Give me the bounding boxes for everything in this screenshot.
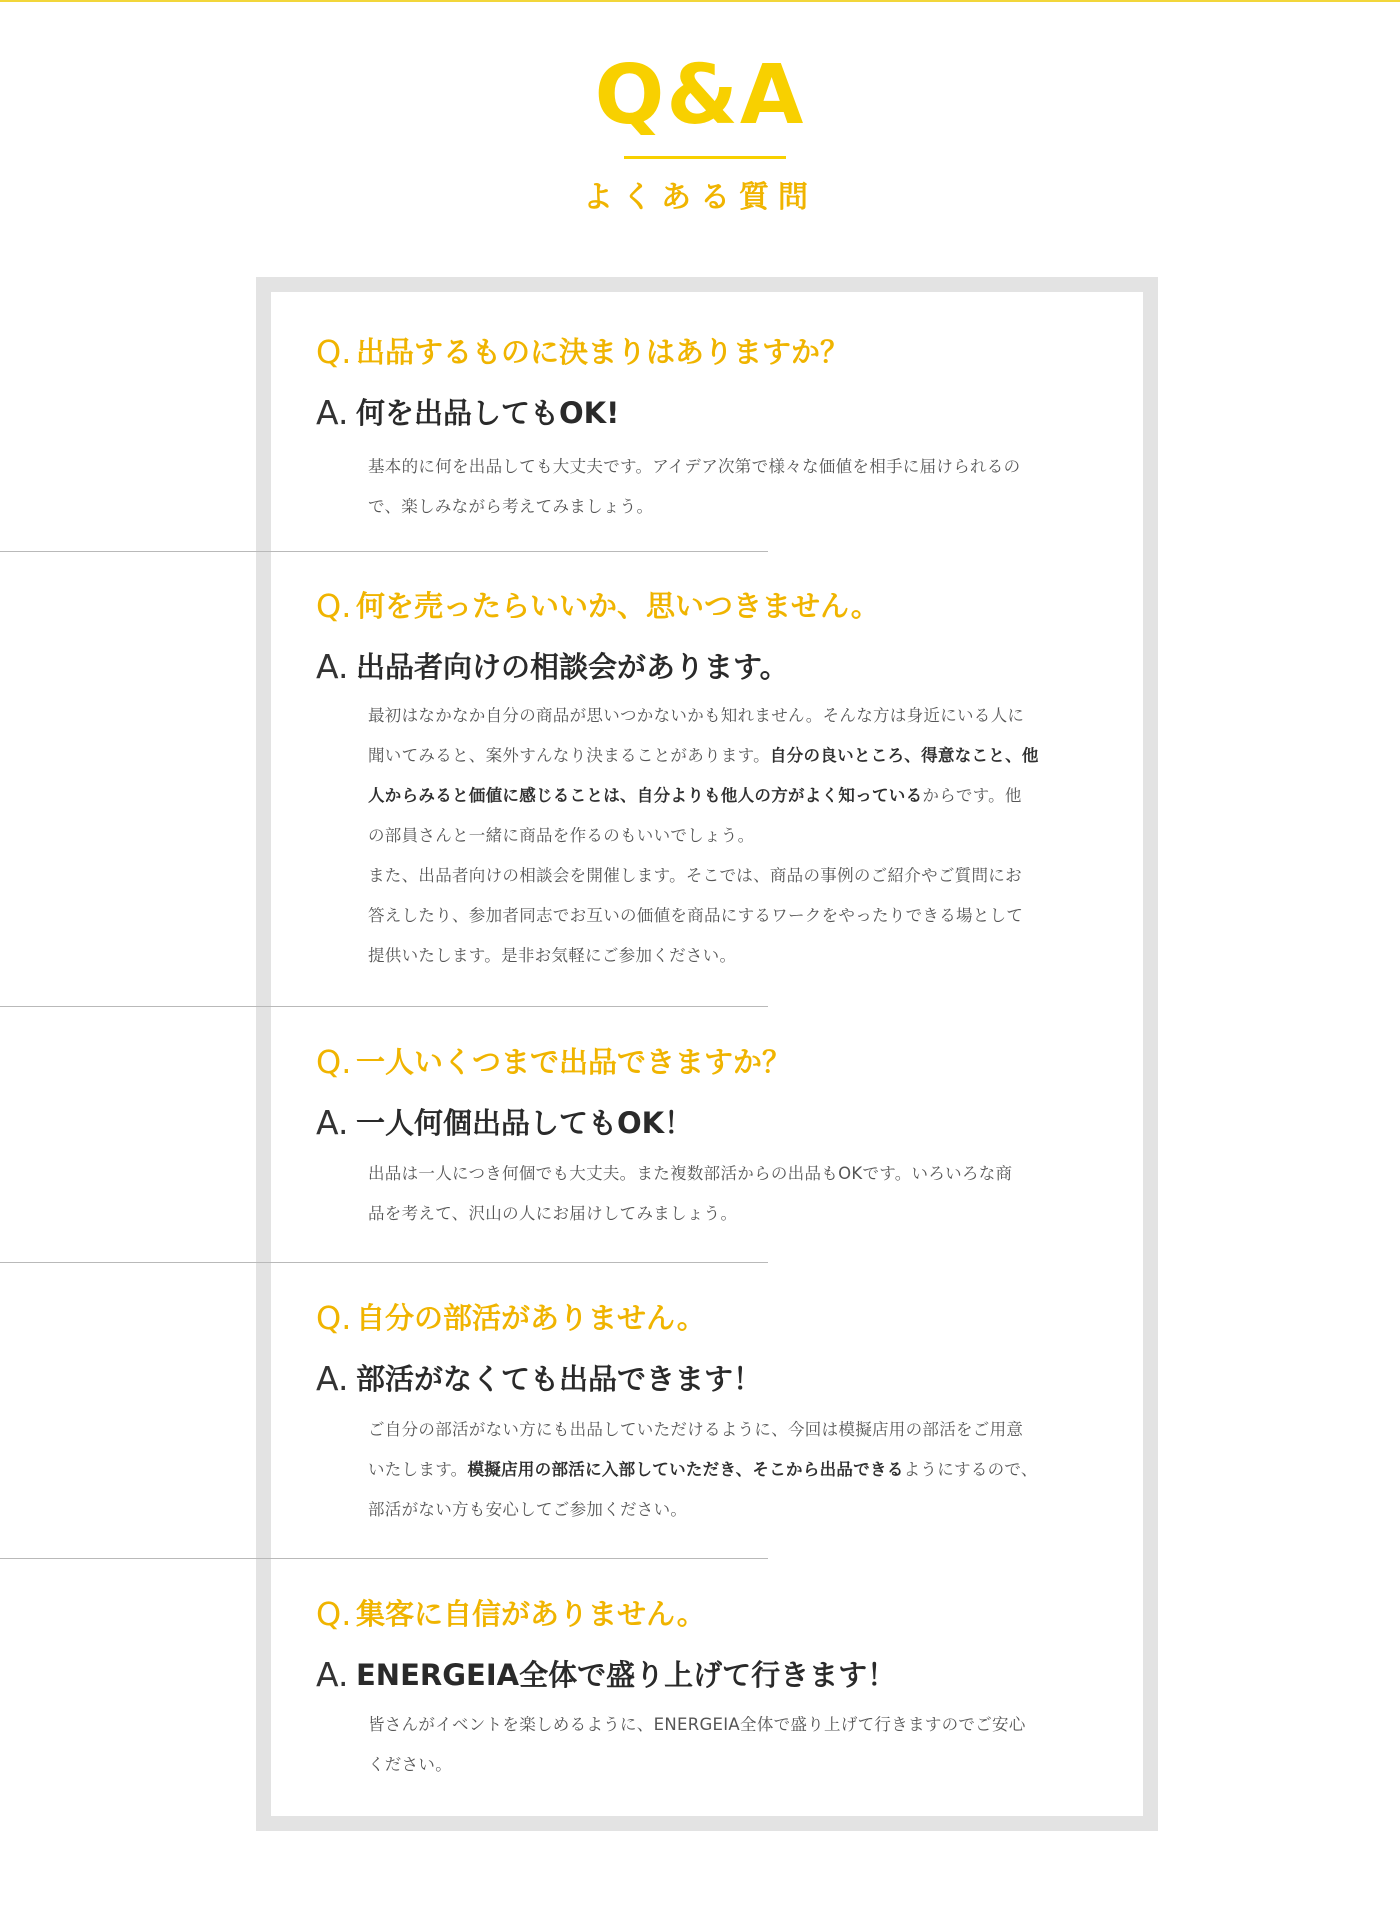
body-text-segment: ください。 xyxy=(368,1755,452,1774)
answer-body-line xyxy=(368,776,1078,816)
answer-body-line xyxy=(368,1154,1078,1194)
answer-body-line xyxy=(368,896,1078,936)
body-text-segment: また、出品者向けの相談会を開催します。そこでは、商品の事例のご紹介やご質問にお xyxy=(368,866,1022,885)
answer-body-line xyxy=(368,447,1078,487)
question-marker: Q. xyxy=(316,1043,352,1081)
faq-question xyxy=(316,1296,706,1340)
answer-marker: A. xyxy=(316,393,349,432)
faq-divider xyxy=(0,1262,768,1263)
answer-body xyxy=(368,447,1078,527)
question-marker: Q. xyxy=(316,587,352,625)
question-text: 一人いくつまで出品できますか？ xyxy=(356,1045,792,1079)
answer-body-line xyxy=(368,1194,1078,1234)
body-text-segment: 部活がない方も安心してご参加ください。 xyxy=(368,1500,688,1519)
answer-body-line xyxy=(368,1745,1078,1785)
question-text: 何を売ったらいいか、思いつきません。 xyxy=(356,589,880,623)
top-accent-rule xyxy=(0,0,1400,2)
answer-body-line xyxy=(368,1410,1078,1450)
answer-body-line xyxy=(368,936,1078,976)
answer-body-line xyxy=(368,736,1078,776)
emphasis-text: 人からみると価値に感じることは、自分よりも他人の方がよく知っている xyxy=(368,786,923,805)
body-text-segment: ご自分の部活がない方にも出品していただけるように、今回は模擬店用の部活をご用意 xyxy=(368,1420,1024,1439)
answer-heading: 部活がなくても出品できます！ xyxy=(356,1362,763,1396)
question-marker: Q. xyxy=(316,1595,352,1633)
faq-answer xyxy=(316,1354,762,1404)
body-text-segment: 基本的に何を出品しても大丈夫です。アイデア次第で様々な価値を相手に届けられるの xyxy=(368,457,1021,476)
faq-divider xyxy=(0,551,768,552)
body-text-segment: 出品は一人につき何個でも大丈夫。また複数部活からの出品もOKです。いろいろな商 xyxy=(368,1164,1013,1183)
faq-answer xyxy=(316,1098,693,1148)
body-text-segment: いたします。 xyxy=(368,1460,468,1479)
emphasis-text: 自分の良いところ、得意なこと、他 xyxy=(769,746,1039,765)
page-subtitle: よくある質問 xyxy=(583,180,817,215)
answer-heading: 出品者向けの相談会があります。 xyxy=(356,650,789,684)
answer-body-line xyxy=(368,816,1078,856)
answer-heading: 何を出品してもOK! xyxy=(356,396,620,430)
answer-body xyxy=(368,696,1078,976)
answer-heading: ENERGEIA全体で盛り上げて行きます！ xyxy=(356,1658,897,1692)
faq-answer xyxy=(316,642,789,692)
answer-marker: A. xyxy=(316,1103,349,1142)
faq-question xyxy=(316,584,880,628)
answer-body-line xyxy=(368,696,1078,736)
body-text-segment: ようにするので、 xyxy=(903,1460,1038,1479)
faq-divider xyxy=(0,1558,768,1559)
faq-answer xyxy=(316,1650,896,1700)
faq-divider xyxy=(0,1006,768,1007)
body-text-segment: 答えしたり、参加者同志でお互いの価値を商品にするワークをやったりできる場として xyxy=(368,906,1024,925)
body-text-segment: 提供いたします。是非お気軽にご参加ください。 xyxy=(368,946,737,965)
emphasis-text: 模擬店用の部活に入部していただき、そこから出品できる xyxy=(467,1460,904,1479)
body-text-segment: 品を考えて、沢山の人にお届けしてみましょう。 xyxy=(368,1204,738,1223)
answer-body-line xyxy=(368,1490,1078,1530)
body-text-segment: 聞いてみると、案外すんなり決まることがあります。 xyxy=(368,746,770,765)
faq-answer xyxy=(316,388,619,438)
answer-marker: A. xyxy=(316,647,349,686)
faq-question xyxy=(316,1592,706,1636)
answer-body xyxy=(368,1705,1078,1785)
faq-question xyxy=(316,330,849,374)
body-text-segment: で、楽しみながら考えてみましょう。 xyxy=(368,497,654,516)
question-text: 集客に自信がありません。 xyxy=(356,1597,706,1631)
answer-body-line xyxy=(368,1450,1078,1490)
answer-heading: 一人何個出品してもOK！ xyxy=(356,1106,694,1140)
answer-body-line xyxy=(368,1705,1078,1745)
answer-body xyxy=(368,1410,1078,1530)
body-text-segment: からです。他 xyxy=(922,786,1022,805)
answer-marker: A. xyxy=(316,1655,349,1694)
faq-question xyxy=(316,1040,791,1084)
question-marker: Q. xyxy=(316,1299,352,1337)
answer-body-line xyxy=(368,487,1078,527)
page-title: Q&A xyxy=(594,48,806,143)
answer-marker: A. xyxy=(316,1359,349,1398)
answer-body-line xyxy=(368,856,1078,896)
answer-body xyxy=(368,1154,1078,1234)
question-text: 自分の部活がありません。 xyxy=(356,1301,706,1335)
body-text-segment: の部員さんと一緒に商品を作るのもいいでしょう。 xyxy=(368,826,755,845)
body-text-segment: 最初はなかなか自分の商品が思いつかないかも知れません。そんな方は身近にいる人に xyxy=(368,706,1025,725)
body-text-segment: 皆さんがイベントを楽しめるように、ENERGEIA全体で盛り上げて行きますのでご安心 xyxy=(368,1715,1026,1734)
title-underline xyxy=(624,156,786,159)
question-text: 出品するものに決まりはありますか？ xyxy=(356,335,850,369)
question-marker: Q. xyxy=(316,333,352,371)
